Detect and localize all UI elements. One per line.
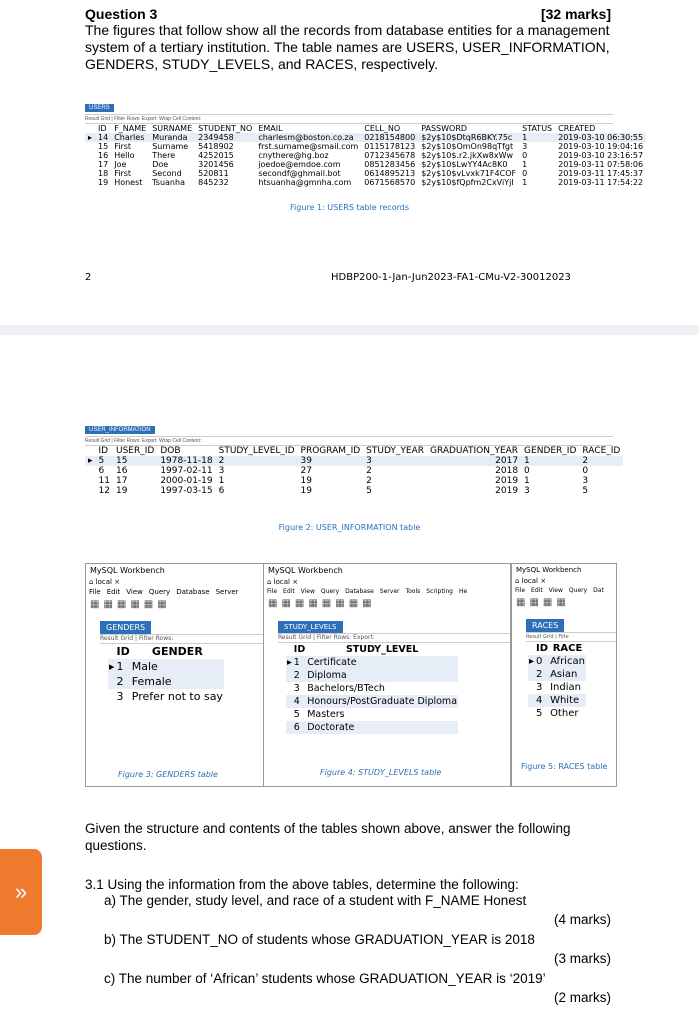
question-3-1: 3.1 Using the information from the above tables, determine the following: bbox=[85, 877, 519, 892]
study_levels-column-header[interactable]: ID bbox=[293, 644, 306, 655]
intro-text: The figures that follow show all the records from database entities for a management system of a tertiary institution. The table names are USERS, USER_INFORMATION, GENDERS, STUDY_LEVELS, and RACES, respectively. bbox=[85, 22, 610, 72]
menu-item-tools[interactable]: Tools bbox=[405, 588, 421, 595]
question-c-marks: (2 marks) bbox=[554, 990, 611, 1005]
table-cell[interactable]: 845232 bbox=[198, 178, 229, 187]
table-cell[interactable]: 1 bbox=[522, 160, 528, 169]
table-cell[interactable]: 1 bbox=[293, 656, 306, 669]
table-row[interactable] bbox=[286, 708, 458, 721]
races-tab: RACES bbox=[526, 619, 564, 632]
table-cell[interactable]: 2019-03-10 06:30:55 bbox=[555, 133, 646, 142]
row-marker bbox=[528, 681, 535, 694]
table-row[interactable] bbox=[528, 655, 586, 668]
table-row[interactable] bbox=[108, 674, 224, 689]
questions-lead: Given the structure and contents of the tables shown above, answer the following questions. bbox=[85, 821, 571, 853]
table-cell[interactable]: 2 bbox=[116, 674, 131, 689]
current-row-icon: ▸ bbox=[85, 133, 95, 142]
table-cell[interactable]: 0851283456 bbox=[364, 160, 416, 169]
menu-item-database[interactable]: Database bbox=[176, 588, 210, 596]
table-cell[interactable]: Bachelors/BTech bbox=[307, 683, 385, 694]
users-column-header[interactable]: PASSWORD bbox=[421, 124, 468, 133]
table-cell[interactable]: frst.surname@smail.com bbox=[258, 142, 359, 151]
study_levels-column-header[interactable]: STUDY_LEVEL bbox=[345, 644, 419, 655]
menu-item-query[interactable]: Query bbox=[148, 588, 171, 596]
table-cell[interactable]: 0712345678 bbox=[364, 151, 416, 160]
user-info-toolbar: Result Grid | Filter Rows: Export: Wrap Cell Content: bbox=[85, 436, 613, 446]
table-cell[interactable]: Muranda bbox=[149, 133, 195, 142]
user_info-column-header[interactable]: ID bbox=[98, 446, 109, 456]
genders-app-title: MySQL Workbench bbox=[90, 566, 165, 575]
table-cell[interactable]: $2y$10$.r2.jkXw8xWw bbox=[421, 151, 514, 160]
user-info-screenshot bbox=[85, 418, 621, 496]
table-cell[interactable]: Surname bbox=[152, 142, 189, 151]
table-cell[interactable]: 2 bbox=[366, 476, 372, 486]
users-column-header[interactable]: CELL_NO bbox=[364, 124, 401, 133]
table-cell[interactable]: 1 bbox=[524, 476, 530, 486]
menu-item-view[interactable]: View bbox=[126, 588, 143, 596]
table-cell[interactable]: 5 bbox=[536, 708, 543, 719]
table-cell[interactable]: Doe bbox=[152, 160, 169, 169]
table-cell[interactable]: Female bbox=[131, 674, 224, 689]
table-row[interactable] bbox=[528, 681, 586, 694]
table-row[interactable] bbox=[528, 694, 586, 707]
users-column-header[interactable]: CREATED bbox=[558, 124, 596, 133]
table-cell[interactable]: 3 bbox=[536, 682, 543, 693]
table-cell[interactable]: 1 bbox=[522, 178, 528, 187]
table-row[interactable] bbox=[286, 721, 458, 734]
users-column-header[interactable]: EMAIL bbox=[258, 124, 283, 133]
table-cell[interactable]: 2 bbox=[535, 668, 549, 681]
menu-item-server[interactable]: Server bbox=[215, 588, 239, 596]
row-marker bbox=[528, 694, 535, 707]
table-cell[interactable]: 6 bbox=[218, 486, 225, 496]
current-row-icon: ▸ bbox=[109, 660, 115, 673]
table-cell[interactable]: 4252015 bbox=[198, 151, 234, 160]
genders-column-header[interactable]: ID bbox=[116, 645, 130, 658]
user-info-table bbox=[85, 446, 623, 496]
row-marker bbox=[85, 124, 95, 133]
row-marker bbox=[85, 466, 96, 476]
user_info-column-header[interactable]: USER_ID bbox=[115, 446, 155, 456]
study-levels-table bbox=[286, 643, 458, 734]
table-row[interactable] bbox=[528, 707, 586, 720]
study_levels-header-row bbox=[286, 643, 458, 656]
users-header-row bbox=[85, 124, 646, 133]
table-cell[interactable]: 3201456 bbox=[198, 160, 234, 169]
question-c: c) The number of ‘African’ students whose GRADUATION_YEAR is ‘2019’ bbox=[104, 971, 546, 986]
table-cell[interactable]: 0 bbox=[522, 169, 528, 178]
user_info-column-header[interactable]: STUDY_LEVEL_ID bbox=[218, 446, 295, 456]
table-cell[interactable]: 2019 bbox=[495, 476, 519, 486]
table-cell[interactable]: 27 bbox=[300, 466, 312, 476]
table-cell[interactable]: Joe bbox=[114, 160, 127, 169]
row-marker bbox=[286, 669, 293, 682]
table-cell[interactable]: 2019-03-10 19:04:16 bbox=[558, 142, 644, 151]
users-table bbox=[85, 124, 646, 187]
users-tab: USERS bbox=[85, 104, 114, 112]
table-cell[interactable]: 1997-02-11 bbox=[160, 466, 213, 476]
table-row[interactable] bbox=[85, 133, 646, 142]
table-cell[interactable]: 5 bbox=[366, 486, 372, 496]
races-header-row bbox=[528, 642, 586, 655]
menu-item-edit[interactable]: Edit bbox=[106, 588, 121, 596]
table-cell[interactable]: 11 bbox=[98, 476, 110, 486]
table-cell[interactable]: First bbox=[114, 142, 132, 151]
table-cell[interactable]: charlesm@boston.co.za bbox=[255, 133, 361, 142]
user_info-column-header[interactable]: DOB bbox=[160, 446, 181, 456]
current-row-icon: ▸ bbox=[529, 656, 535, 667]
table-cell[interactable]: 1 bbox=[116, 659, 131, 674]
users-screenshot bbox=[85, 96, 644, 187]
menu-item-edit[interactable]: Edit bbox=[283, 588, 295, 595]
chevron-right-icon: » bbox=[14, 879, 28, 904]
table-cell[interactable]: 15 bbox=[113, 456, 157, 466]
figure-3-caption: Figure 3: GENDERS table bbox=[118, 770, 218, 779]
question-b: b) The STUDENT_NO of students whose GRADUATION_YEAR is 2018 bbox=[104, 932, 535, 947]
menu-item-file[interactable]: File bbox=[267, 588, 278, 595]
table-cell[interactable]: Prefer not to say bbox=[131, 690, 223, 703]
next-arrow-button[interactable] bbox=[0, 849, 42, 935]
table-row[interactable] bbox=[85, 142, 646, 151]
menu-item-server[interactable]: Server bbox=[379, 588, 400, 595]
table-cell[interactable]: Masters bbox=[307, 709, 345, 720]
question-a: a) The gender, study level, and race of a student with F_NAME Honest bbox=[104, 893, 527, 908]
question-title: Question 3 bbox=[85, 6, 158, 22]
table-cell[interactable]: 2 bbox=[579, 456, 623, 466]
table-cell[interactable]: Other bbox=[550, 708, 579, 719]
table-cell[interactable]: Tsuanha bbox=[152, 178, 185, 187]
page-divider bbox=[0, 325, 699, 335]
table-cell[interactable]: 16 bbox=[98, 151, 109, 160]
table-cell[interactable]: 17 bbox=[115, 476, 128, 486]
current-row-icon: ▸ bbox=[85, 456, 96, 466]
table-cell[interactable]: 39 bbox=[298, 456, 364, 466]
menu-item-edit[interactable]: Edit bbox=[531, 587, 543, 594]
table-cell[interactable]: 2 bbox=[216, 456, 298, 466]
table-row[interactable] bbox=[108, 689, 224, 704]
table-cell[interactable]: 14 bbox=[95, 133, 111, 142]
table-cell[interactable]: 2019-03-11 17:54:22 bbox=[558, 178, 644, 187]
table-cell[interactable]: 2019-03-11 07:58:06 bbox=[558, 160, 644, 169]
study-levels-app-title: MySQL Workbench bbox=[268, 566, 343, 575]
table-cell[interactable]: 0 bbox=[582, 466, 589, 476]
races-column-header[interactable]: ID bbox=[536, 643, 549, 654]
table-cell[interactable]: 2017 bbox=[427, 456, 521, 466]
table-cell[interactable]: 3 bbox=[116, 690, 124, 703]
table-cell[interactable]: Honest bbox=[114, 178, 143, 187]
menu-item-file[interactable]: File bbox=[89, 588, 101, 596]
row-marker bbox=[85, 476, 96, 486]
races-toolbar: Result Grid | Filte bbox=[526, 632, 616, 642]
users-column-header[interactable]: ID bbox=[98, 124, 107, 133]
table-cell[interactable]: Male bbox=[131, 659, 224, 674]
table-cell[interactable]: 2019-03-11 17:45:37 bbox=[558, 169, 644, 178]
study-levels-toolbar: Result Grid | Filter Rows: Export: bbox=[278, 633, 510, 643]
genders-table bbox=[108, 644, 224, 704]
row-marker bbox=[108, 689, 116, 704]
user_info-column-header[interactable]: GENDER_ID bbox=[524, 446, 577, 456]
table-row[interactable] bbox=[85, 476, 623, 486]
genders-header-row bbox=[108, 644, 224, 659]
table-row[interactable] bbox=[108, 659, 224, 674]
races-window bbox=[511, 563, 617, 787]
table-cell[interactable]: 3 bbox=[522, 142, 528, 151]
genders-toolbar: Result Grid | Filter Rows: bbox=[100, 634, 264, 644]
table-cell[interactable]: 0 bbox=[535, 655, 549, 668]
row-marker bbox=[528, 707, 535, 720]
table-cell[interactable]: First bbox=[114, 169, 132, 178]
table-cell[interactable]: joedoe@emdoe.com bbox=[258, 160, 341, 169]
menu-item-query[interactable]: Query bbox=[568, 587, 588, 594]
table-cell[interactable]: 17 bbox=[98, 160, 109, 169]
table-row[interactable] bbox=[286, 656, 458, 669]
table-cell[interactable]: Charles bbox=[111, 133, 149, 142]
user-info-tab: USER_INFORMATION bbox=[85, 426, 155, 434]
menu-item-view[interactable]: View bbox=[300, 588, 315, 595]
table-cell[interactable]: $2y$10$OmOn98qTfgt bbox=[421, 142, 514, 151]
table-cell[interactable]: 4 bbox=[535, 694, 549, 707]
table-cell[interactable]: 2 bbox=[366, 466, 372, 476]
table-cell[interactable]: White bbox=[549, 694, 586, 707]
row-marker bbox=[85, 178, 95, 187]
table-cell[interactable]: 3 bbox=[218, 466, 225, 476]
row-marker bbox=[286, 682, 293, 695]
races-conn: ⌂ local × bbox=[515, 577, 547, 585]
users-column-header[interactable]: SURNAME bbox=[152, 124, 193, 133]
table-cell[interactable]: 2019-03-10 23:16:57 bbox=[558, 151, 644, 160]
user_info-column-header[interactable]: STUDY_YEAR bbox=[366, 446, 424, 456]
table-cell[interactable]: 2349458 bbox=[195, 133, 255, 142]
table-cell[interactable]: 3 bbox=[363, 456, 427, 466]
row-marker bbox=[85, 142, 95, 151]
table-cell[interactable]: 2 bbox=[293, 669, 306, 682]
table-cell[interactable]: Honours/PostGraduate Diploma bbox=[307, 696, 458, 707]
table-cell[interactable]: 6 bbox=[293, 721, 306, 734]
table-cell[interactable]: 5 bbox=[582, 486, 589, 496]
table-cell[interactable]: 2019 bbox=[495, 486, 519, 496]
table-row[interactable] bbox=[85, 160, 646, 169]
genders-column-header[interactable]: GENDER bbox=[151, 645, 203, 658]
study-levels-menu bbox=[264, 587, 510, 596]
table-row[interactable] bbox=[85, 178, 646, 187]
question-marks: [32 marks] bbox=[540, 6, 611, 22]
study-levels-conn: ⌂ local × bbox=[267, 578, 299, 586]
table-cell[interactable]: 2000-01-19 bbox=[160, 476, 213, 486]
table-cell[interactable]: 16 bbox=[115, 466, 128, 476]
table-cell[interactable]: Certificate bbox=[306, 656, 458, 669]
table-cell[interactable]: 12 bbox=[98, 486, 110, 496]
table-cell[interactable]: 0671568570 bbox=[364, 178, 416, 187]
races-column-header[interactable]: RACE bbox=[552, 643, 583, 654]
figure-2-caption: Figure 2: USER_INFORMATION table bbox=[278, 523, 421, 532]
table-row[interactable] bbox=[85, 456, 623, 466]
table-cell[interactable]: $2y$10$DtqR6BKY.75c bbox=[418, 133, 519, 142]
table-cell[interactable]: 19 bbox=[300, 476, 312, 486]
races-toolbar-icons: ▦▦▦▦ bbox=[516, 597, 570, 608]
table-cell[interactable]: 0614895213 bbox=[364, 169, 416, 178]
menu-item-scripting[interactable]: Scripting bbox=[426, 588, 453, 595]
row-marker bbox=[286, 695, 293, 708]
table-cell[interactable]: 2018 bbox=[495, 466, 519, 476]
table-cell[interactable]: 19 bbox=[115, 486, 128, 496]
races-app-title: MySQL Workbench bbox=[516, 566, 582, 574]
row-marker bbox=[286, 721, 293, 734]
races-menu bbox=[512, 586, 616, 595]
table-cell[interactable]: Hello bbox=[114, 151, 135, 160]
table-cell[interactable]: 19 bbox=[98, 178, 109, 187]
user_info-column-header[interactable]: RACE_ID bbox=[582, 446, 621, 456]
table-row[interactable] bbox=[85, 151, 646, 160]
row-marker bbox=[528, 642, 535, 655]
table-cell[interactable]: $2y$10$fQpfm2CxViYjI bbox=[421, 178, 514, 187]
table-cell[interactable]: 0 bbox=[524, 466, 530, 476]
table-cell[interactable]: 1 bbox=[521, 456, 579, 466]
table-cell[interactable]: 3 bbox=[524, 486, 530, 496]
genders-conn: ⌂ local × bbox=[89, 578, 121, 586]
genders-window bbox=[85, 563, 265, 787]
table-cell[interactable]: secondf@ghmail.bot bbox=[258, 169, 341, 178]
table-cell[interactable]: 0115178123 bbox=[364, 142, 416, 151]
table-cell[interactable]: 1 bbox=[218, 476, 225, 486]
table-cell[interactable]: htsuanha@gmnha.com bbox=[258, 178, 352, 187]
user_info-column-header[interactable]: PROGRAM_ID bbox=[300, 446, 361, 456]
row-marker bbox=[108, 674, 116, 689]
table-cell[interactable]: Doctorate bbox=[306, 721, 458, 734]
table-cell[interactable]: There bbox=[152, 151, 176, 160]
menu-item-file[interactable]: File bbox=[515, 587, 526, 594]
question-a-marks: (4 marks) bbox=[554, 912, 611, 927]
row-marker bbox=[286, 643, 293, 656]
table-cell[interactable]: cnythere@hg.boz bbox=[258, 151, 329, 160]
table-row[interactable] bbox=[85, 486, 623, 496]
row-marker bbox=[85, 446, 96, 456]
table-row[interactable] bbox=[286, 682, 458, 695]
study-levels-tab: STUDY_LEVELS bbox=[278, 621, 343, 633]
table-cell[interactable]: 1 bbox=[519, 133, 555, 142]
table-row[interactable] bbox=[528, 668, 586, 681]
row-marker bbox=[286, 708, 293, 721]
genders-menu bbox=[86, 587, 264, 597]
table-cell[interactable]: Diploma bbox=[306, 669, 458, 682]
table-cell[interactable]: 5 bbox=[96, 456, 113, 466]
genders-toolbar-icons: ▦▦▦▦▦▦ bbox=[90, 599, 171, 610]
table-cell[interactable]: 0 bbox=[522, 151, 528, 160]
table-row[interactable] bbox=[286, 695, 458, 708]
row-marker bbox=[85, 151, 95, 160]
menu-item-query[interactable]: Query bbox=[320, 588, 340, 595]
table-cell[interactable]: 1978-11-18 bbox=[157, 456, 215, 466]
table-cell[interactable]: $2y$10$LwYY4Ac8K0 bbox=[421, 160, 508, 169]
users-column-header[interactable]: STUDENT_NO bbox=[198, 124, 253, 133]
table-row[interactable] bbox=[85, 169, 646, 178]
user_info-header-row bbox=[85, 446, 623, 456]
table-cell[interactable]: 3 bbox=[293, 683, 300, 694]
user_info-column-header[interactable]: GRADUATION_YEAR bbox=[429, 446, 519, 456]
row-marker bbox=[85, 486, 96, 496]
menu-item-view[interactable]: View bbox=[548, 587, 563, 594]
table-cell[interactable]: 4 bbox=[293, 695, 306, 708]
users-column-header[interactable]: F_NAME bbox=[114, 124, 147, 133]
menu-item-database[interactable]: Database bbox=[345, 588, 374, 595]
table-cell[interactable]: 5 bbox=[293, 709, 300, 720]
row-marker bbox=[85, 160, 95, 169]
table-cell[interactable]: 15 bbox=[98, 142, 109, 151]
table-cell[interactable]: 19 bbox=[300, 486, 312, 496]
table-cell[interactable]: Indian bbox=[550, 682, 581, 693]
table-cell[interactable]: $2y$10$vLvxk71F4COF bbox=[421, 169, 517, 178]
study-levels-window bbox=[263, 563, 511, 787]
genders-tab: GENDERS bbox=[100, 621, 151, 634]
figure-4-caption: Figure 4: STUDY_LEVELS table bbox=[320, 768, 442, 777]
table-cell[interactable]: 0218154800 bbox=[361, 133, 418, 142]
figure-1-caption: Figure 1: USERS table records bbox=[290, 203, 409, 212]
table-cell[interactable]: 3 bbox=[582, 476, 589, 486]
figure-5-caption: Figure 5: RACES table bbox=[521, 762, 608, 771]
table-row[interactable] bbox=[85, 466, 623, 476]
table-cell[interactable]: 6 bbox=[98, 466, 105, 476]
current-row-icon: ▸ bbox=[287, 657, 292, 668]
table-cell[interactable]: 1997-03-15 bbox=[160, 486, 213, 496]
menu-item-dat[interactable]: Dat bbox=[593, 587, 604, 594]
menu-item-he[interactable]: He bbox=[458, 588, 468, 595]
users-column-header[interactable]: STATUS bbox=[522, 124, 553, 133]
races-table bbox=[528, 642, 586, 720]
users-toolbar: Result Grid | Filter Rows: Export: Wrap Cell Content: bbox=[85, 114, 613, 124]
study-levels-toolbar-icons: ▦▦▦▦▦▦▦▦ bbox=[268, 598, 376, 609]
document-code: HDBP200-1-Jan-Jun2023-FA1-CMu-V2-30012023 bbox=[331, 272, 571, 283]
row-marker bbox=[108, 644, 116, 659]
row-marker bbox=[528, 668, 535, 681]
table-cell[interactable]: Asian bbox=[549, 668, 586, 681]
question-b-marks: (3 marks) bbox=[554, 951, 611, 966]
table-cell[interactable]: 5418902 bbox=[198, 142, 234, 151]
page-number: 2 bbox=[85, 272, 92, 283]
table-row[interactable] bbox=[286, 669, 458, 682]
row-marker bbox=[85, 169, 95, 178]
table-cell[interactable]: 18 bbox=[98, 169, 109, 178]
table-cell[interactable]: Second bbox=[152, 169, 182, 178]
table-cell[interactable]: African bbox=[550, 656, 585, 667]
table-cell[interactable]: 520811 bbox=[198, 169, 229, 178]
